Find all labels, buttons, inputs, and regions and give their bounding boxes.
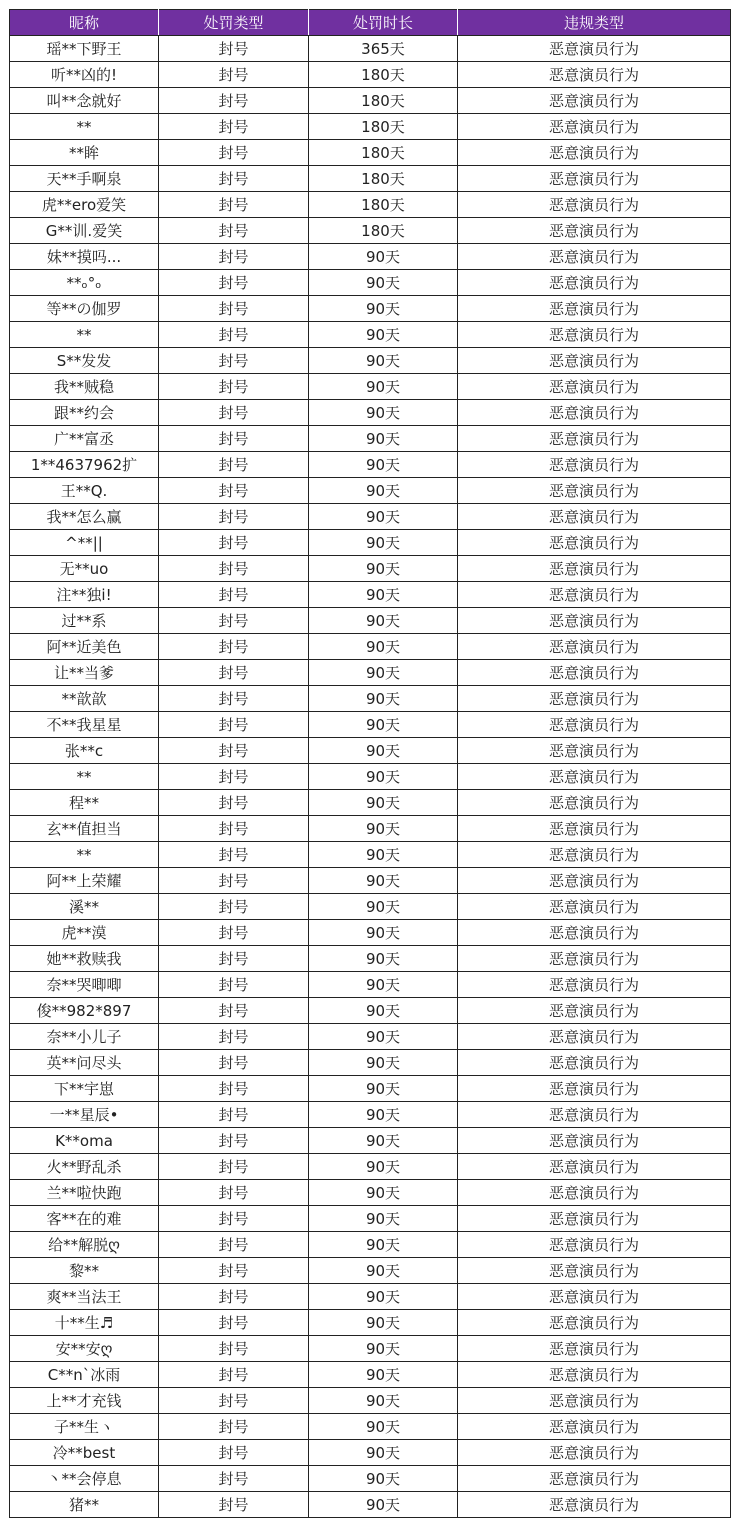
cell-penalty-duration: 180天 [309, 192, 458, 218]
table-row [10, 712, 731, 738]
cell-penalty-type: 封号 [159, 868, 309, 894]
cell-violation-type: 恶意演员行为 [458, 738, 731, 764]
table-row [10, 686, 731, 712]
cell-penalty-duration: 90天 [309, 1024, 458, 1050]
cell-penalty-type: 封号 [159, 426, 309, 452]
cell-penalty-duration: 90天 [309, 972, 458, 998]
cell-nickname: 让**当爹 [10, 660, 159, 686]
cell-penalty-duration: 90天 [309, 1258, 458, 1284]
cell-penalty-duration: 90天 [309, 738, 458, 764]
cell-nickname: 奈**哭唧唧 [10, 972, 159, 998]
cell-violation-type: 恶意演员行为 [458, 894, 731, 920]
table-row [10, 608, 731, 634]
cell-penalty-type: 封号 [159, 1284, 309, 1310]
cell-penalty-type: 封号 [159, 790, 309, 816]
cell-penalty-type: 封号 [159, 166, 309, 192]
cell-violation-type: 恶意演员行为 [458, 504, 731, 530]
cell-nickname: 阿**近美色 [10, 634, 159, 660]
table-row [10, 1154, 731, 1180]
cell-penalty-duration: 90天 [309, 1076, 458, 1102]
cell-penalty-type: 封号 [159, 1440, 309, 1466]
table-row [10, 868, 731, 894]
cell-violation-type: 恶意演员行为 [458, 868, 731, 894]
cell-penalty-type: 封号 [159, 530, 309, 556]
cell-violation-type: 恶意演员行为 [458, 1102, 731, 1128]
table-row [10, 270, 731, 296]
table-row [10, 556, 731, 582]
table-row [10, 660, 731, 686]
cell-penalty-type: 封号 [159, 192, 309, 218]
cell-penalty-type: 封号 [159, 88, 309, 114]
cell-nickname: 无**uo [10, 556, 159, 582]
cell-penalty-duration: 90天 [309, 712, 458, 738]
cell-penalty-duration: 90天 [309, 868, 458, 894]
cell-penalty-type: 封号 [159, 62, 309, 88]
cell-violation-type: 恶意演员行为 [458, 972, 731, 998]
cell-nickname: 天**手啊泉 [10, 166, 159, 192]
cell-violation-type: 恶意演员行为 [458, 1310, 731, 1336]
cell-penalty-type: 封号 [159, 712, 309, 738]
cell-nickname: 叫**念就好 [10, 88, 159, 114]
cell-penalty-duration: 90天 [309, 296, 458, 322]
cell-violation-type: 恶意演员行为 [458, 686, 731, 712]
cell-violation-type: 恶意演员行为 [458, 36, 731, 62]
cell-nickname: 跟**约会 [10, 400, 159, 426]
table-row [10, 764, 731, 790]
cell-nickname: 王**Q. [10, 478, 159, 504]
cell-nickname: 注**独i! [10, 582, 159, 608]
cell-penalty-type: 封号 [159, 842, 309, 868]
cell-nickname: ** [10, 842, 159, 868]
cell-nickname: 张**c [10, 738, 159, 764]
cell-violation-type: 恶意演员行为 [458, 218, 731, 244]
cell-nickname: 客**在的难 [10, 1206, 159, 1232]
cell-penalty-duration: 90天 [309, 790, 458, 816]
cell-penalty-type: 封号 [159, 582, 309, 608]
table-row [10, 1466, 731, 1492]
cell-penalty-duration: 180天 [309, 166, 458, 192]
cell-penalty-duration: 90天 [309, 1102, 458, 1128]
cell-nickname: C**n`冰雨 [10, 1362, 159, 1388]
cell-penalty-type: 封号 [159, 608, 309, 634]
cell-nickname: 溪** [10, 894, 159, 920]
cell-penalty-duration: 90天 [309, 1362, 458, 1388]
cell-penalty-type: 封号 [159, 452, 309, 478]
cell-penalty-duration: 90天 [309, 998, 458, 1024]
table-row [10, 1284, 731, 1310]
cell-nickname: 下**宇崽 [10, 1076, 159, 1102]
cell-penalty-type: 封号 [159, 1180, 309, 1206]
cell-penalty-type: 封号 [159, 1024, 309, 1050]
cell-penalty-duration: 90天 [309, 1206, 458, 1232]
cell-nickname: 等**の伽罗 [10, 296, 159, 322]
table-row [10, 400, 731, 426]
cell-penalty-duration: 90天 [309, 478, 458, 504]
cell-nickname: 给**解脱ღ [10, 1232, 159, 1258]
cell-nickname: 虎**漠 [10, 920, 159, 946]
cell-violation-type: 恶意演员行为 [458, 764, 731, 790]
cell-violation-type: 恶意演员行为 [458, 296, 731, 322]
cell-nickname: 玄**值担当 [10, 816, 159, 842]
cell-penalty-type: 封号 [159, 738, 309, 764]
cell-penalty-duration: 90天 [309, 348, 458, 374]
cell-violation-type: 恶意演员行为 [458, 816, 731, 842]
table-row [10, 1102, 731, 1128]
cell-nickname: 兰**啦快跑 [10, 1180, 159, 1206]
cell-penalty-duration: 90天 [309, 556, 458, 582]
cell-nickname: S**发发 [10, 348, 159, 374]
cell-violation-type: 恶意演员行为 [458, 1336, 731, 1362]
cell-penalty-type: 封号 [159, 556, 309, 582]
cell-penalty-type: 封号 [159, 348, 309, 374]
cell-penalty-type: 封号 [159, 1050, 309, 1076]
penalty-table-container [9, 9, 730, 1518]
cell-penalty-type: 封号 [159, 244, 309, 270]
penalty-table [9, 9, 731, 1518]
cell-violation-type: 恶意演员行为 [458, 1050, 731, 1076]
cell-penalty-duration: 90天 [309, 1154, 458, 1180]
cell-violation-type: 恶意演员行为 [458, 1258, 731, 1284]
cell-violation-type: 恶意演员行为 [458, 530, 731, 556]
cell-nickname: 1**4637962扩 [10, 452, 159, 478]
cell-penalty-duration: 90天 [309, 1310, 458, 1336]
cell-penalty-type: 封号 [159, 686, 309, 712]
cell-nickname: ** [10, 114, 159, 140]
cell-penalty-duration: 90天 [309, 686, 458, 712]
table-row [10, 582, 731, 608]
cell-nickname: 猪** [10, 1492, 159, 1518]
cell-violation-type: 恶意演员行为 [458, 322, 731, 348]
cell-violation-type: 恶意演员行为 [458, 1284, 731, 1310]
table-row [10, 530, 731, 556]
table-row [10, 140, 731, 166]
cell-penalty-type: 封号 [159, 894, 309, 920]
cell-nickname: 黎** [10, 1258, 159, 1284]
cell-penalty-duration: 90天 [309, 660, 458, 686]
table-row [10, 738, 731, 764]
cell-penalty-duration: 90天 [309, 946, 458, 972]
cell-violation-type: 恶意演员行为 [458, 62, 731, 88]
cell-nickname: 不**我星星 [10, 712, 159, 738]
table-row [10, 1492, 731, 1518]
cell-nickname: 她**救赎我 [10, 946, 159, 972]
cell-penalty-duration: 90天 [309, 452, 458, 478]
cell-penalty-type: 封号 [159, 1076, 309, 1102]
cell-nickname: 上**才充钱 [10, 1388, 159, 1414]
table-row [10, 88, 731, 114]
table-row [10, 1024, 731, 1050]
cell-violation-type: 恶意演员行为 [458, 608, 731, 634]
cell-penalty-type: 封号 [159, 660, 309, 686]
cell-penalty-type: 封号 [159, 504, 309, 530]
table-row [10, 452, 731, 478]
cell-penalty-duration: 90天 [309, 270, 458, 296]
cell-penalty-duration: 180天 [309, 140, 458, 166]
cell-penalty-type: 封号 [159, 816, 309, 842]
cell-violation-type: 恶意演员行为 [458, 244, 731, 270]
cell-nickname: 英**问尽头 [10, 1050, 159, 1076]
cell-nickname: 听**凶的! [10, 62, 159, 88]
cell-penalty-duration: 90天 [309, 634, 458, 660]
table-row [10, 1388, 731, 1414]
cell-penalty-duration: 365天 [309, 36, 458, 62]
cell-violation-type: 恶意演员行为 [458, 1232, 731, 1258]
cell-nickname: 一**星辰• [10, 1102, 159, 1128]
cell-penalty-type: 封号 [159, 972, 309, 998]
table-row [10, 1076, 731, 1102]
table-row [10, 920, 731, 946]
cell-penalty-type: 封号 [159, 374, 309, 400]
cell-nickname: 阿**上荣耀 [10, 868, 159, 894]
table-row [10, 244, 731, 270]
cell-violation-type: 恶意演员行为 [458, 374, 731, 400]
cell-violation-type: 恶意演员行为 [458, 270, 731, 296]
cell-nickname: 瑶**下野王 [10, 36, 159, 62]
cell-penalty-duration: 90天 [309, 842, 458, 868]
cell-nickname: **ₒ°ₒ [10, 270, 159, 296]
cell-penalty-type: 封号 [159, 998, 309, 1024]
cell-penalty-type: 封号 [159, 478, 309, 504]
table-row [10, 1362, 731, 1388]
cell-penalty-type: 封号 [159, 1466, 309, 1492]
cell-penalty-type: 封号 [159, 36, 309, 62]
cell-nickname: ** [10, 322, 159, 348]
table-row [10, 998, 731, 1024]
cell-penalty-duration: 90天 [309, 400, 458, 426]
table-row [10, 946, 731, 972]
table-row [10, 1310, 731, 1336]
cell-penalty-type: 封号 [159, 1206, 309, 1232]
table-row [10, 62, 731, 88]
cell-violation-type: 恶意演员行为 [458, 400, 731, 426]
table-body [10, 36, 731, 1518]
header-violation-type: 违规类型 [458, 10, 731, 36]
cell-violation-type: 恶意演员行为 [458, 1206, 731, 1232]
cell-penalty-duration: 90天 [309, 530, 458, 556]
cell-violation-type: 恶意演员行为 [458, 1414, 731, 1440]
cell-violation-type: 恶意演员行为 [458, 1024, 731, 1050]
cell-nickname: **眸 [10, 140, 159, 166]
table-row [10, 218, 731, 244]
table-row [10, 192, 731, 218]
cell-penalty-type: 封号 [159, 218, 309, 244]
cell-penalty-duration: 90天 [309, 1440, 458, 1466]
cell-penalty-type: 封号 [159, 1232, 309, 1258]
cell-violation-type: 恶意演员行为 [458, 114, 731, 140]
cell-nickname: 程** [10, 790, 159, 816]
cell-violation-type: 恶意演员行为 [458, 946, 731, 972]
cell-nickname: 过**系 [10, 608, 159, 634]
table-row [10, 1180, 731, 1206]
header-nickname: 昵称 [10, 10, 159, 36]
cell-penalty-duration: 90天 [309, 894, 458, 920]
cell-penalty-duration: 90天 [309, 816, 458, 842]
cell-penalty-type: 封号 [159, 920, 309, 946]
cell-violation-type: 恶意演员行为 [458, 478, 731, 504]
table-row [10, 1232, 731, 1258]
cell-penalty-duration: 90天 [309, 1414, 458, 1440]
table-row [10, 36, 731, 62]
cell-violation-type: 恶意演员行为 [458, 1492, 731, 1518]
table-row [10, 790, 731, 816]
cell-penalty-duration: 90天 [309, 1466, 458, 1492]
cell-violation-type: 恶意演员行为 [458, 140, 731, 166]
cell-violation-type: 恶意演员行为 [458, 1076, 731, 1102]
table-row [10, 426, 731, 452]
header-penalty-duration: 处罚时长 [309, 10, 458, 36]
table-row [10, 114, 731, 140]
cell-penalty-duration: 90天 [309, 764, 458, 790]
cell-penalty-type: 封号 [159, 1414, 309, 1440]
cell-penalty-duration: 180天 [309, 114, 458, 140]
cell-violation-type: 恶意演员行为 [458, 1388, 731, 1414]
cell-nickname: 广**富丞 [10, 426, 159, 452]
cell-penalty-duration: 90天 [309, 1180, 458, 1206]
cell-penalty-type: 封号 [159, 1492, 309, 1518]
cell-nickname: 我**贼稳 [10, 374, 159, 400]
cell-penalty-duration: 90天 [309, 1492, 458, 1518]
table-header [10, 10, 731, 36]
table-row [10, 504, 731, 530]
cell-penalty-duration: 90天 [309, 1336, 458, 1362]
cell-penalty-duration: 90天 [309, 244, 458, 270]
cell-penalty-duration: 90天 [309, 1050, 458, 1076]
cell-nickname: 爽**当法王 [10, 1284, 159, 1310]
cell-violation-type: 恶意演员行为 [458, 1440, 731, 1466]
table-row [10, 478, 731, 504]
cell-violation-type: 恶意演员行为 [458, 582, 731, 608]
cell-penalty-duration: 180天 [309, 218, 458, 244]
table-row [10, 374, 731, 400]
cell-violation-type: 恶意演员行为 [458, 998, 731, 1024]
cell-penalty-type: 封号 [159, 1154, 309, 1180]
cell-penalty-duration: 90天 [309, 1128, 458, 1154]
cell-penalty-type: 封号 [159, 1258, 309, 1284]
cell-violation-type: 恶意演员行为 [458, 790, 731, 816]
table-row [10, 894, 731, 920]
cell-penalty-duration: 90天 [309, 608, 458, 634]
table-row [10, 842, 731, 868]
table-row [10, 1206, 731, 1232]
table-row [10, 1440, 731, 1466]
cell-penalty-duration: 90天 [309, 1284, 458, 1310]
cell-nickname: 丶**会停息 [10, 1466, 159, 1492]
cell-penalty-duration: 90天 [309, 920, 458, 946]
cell-nickname: 火**野乱杀 [10, 1154, 159, 1180]
table-row [10, 816, 731, 842]
cell-penalty-type: 封号 [159, 764, 309, 790]
table-row [10, 1050, 731, 1076]
cell-nickname: 俊**982*897 [10, 998, 159, 1024]
cell-penalty-duration: 90天 [309, 504, 458, 530]
cell-penalty-type: 封号 [159, 1336, 309, 1362]
cell-violation-type: 恶意演员行为 [458, 1128, 731, 1154]
cell-violation-type: 恶意演员行为 [458, 1180, 731, 1206]
cell-nickname: 十**生♬ [10, 1310, 159, 1336]
cell-nickname: **歆歆 [10, 686, 159, 712]
cell-nickname: 虎**ero爱笑 [10, 192, 159, 218]
cell-penalty-type: 封号 [159, 1362, 309, 1388]
cell-violation-type: 恶意演员行为 [458, 1362, 731, 1388]
cell-penalty-duration: 90天 [309, 322, 458, 348]
table-row [10, 1128, 731, 1154]
cell-penalty-type: 封号 [159, 140, 309, 166]
cell-violation-type: 恶意演员行为 [458, 634, 731, 660]
cell-nickname: ** [10, 764, 159, 790]
table-row [10, 634, 731, 660]
cell-violation-type: 恶意演员行为 [458, 192, 731, 218]
header-penalty-type: 处罚类型 [159, 10, 309, 36]
cell-nickname: K**oma [10, 1128, 159, 1154]
cell-violation-type: 恶意演员行为 [458, 88, 731, 114]
cell-violation-type: 恶意演员行为 [458, 660, 731, 686]
cell-penalty-type: 封号 [159, 296, 309, 322]
cell-violation-type: 恶意演员行为 [458, 920, 731, 946]
cell-penalty-duration: 90天 [309, 582, 458, 608]
cell-violation-type: 恶意演员行为 [458, 1154, 731, 1180]
cell-violation-type: 恶意演员行为 [458, 712, 731, 738]
table-row [10, 1414, 731, 1440]
cell-penalty-duration: 90天 [309, 426, 458, 452]
cell-penalty-type: 封号 [159, 1102, 309, 1128]
cell-nickname: ^**|| [10, 530, 159, 556]
cell-violation-type: 恶意演员行为 [458, 842, 731, 868]
cell-nickname: 奈**小儿子 [10, 1024, 159, 1050]
table-row [10, 166, 731, 192]
cell-penalty-type: 封号 [159, 114, 309, 140]
cell-penalty-duration: 90天 [309, 1388, 458, 1414]
cell-violation-type: 恶意演员行为 [458, 452, 731, 478]
table-row [10, 322, 731, 348]
cell-penalty-type: 封号 [159, 634, 309, 660]
table-row [10, 972, 731, 998]
cell-penalty-type: 封号 [159, 1310, 309, 1336]
cell-penalty-duration: 90天 [309, 374, 458, 400]
cell-penalty-duration: 180天 [309, 62, 458, 88]
cell-violation-type: 恶意演员行为 [458, 348, 731, 374]
cell-penalty-duration: 90天 [309, 1232, 458, 1258]
cell-penalty-type: 封号 [159, 946, 309, 972]
header-row [10, 10, 731, 36]
table-row [10, 1336, 731, 1362]
cell-penalty-type: 封号 [159, 1128, 309, 1154]
cell-violation-type: 恶意演员行为 [458, 166, 731, 192]
cell-nickname: 安**安ღ [10, 1336, 159, 1362]
cell-violation-type: 恶意演员行为 [458, 556, 731, 582]
cell-nickname: G**训.爱笑 [10, 218, 159, 244]
cell-nickname: 子**生ヽ [10, 1414, 159, 1440]
cell-nickname: 冷**best [10, 1440, 159, 1466]
cell-penalty-type: 封号 [159, 1388, 309, 1414]
table-row [10, 296, 731, 322]
cell-penalty-type: 封号 [159, 322, 309, 348]
cell-violation-type: 恶意演员行为 [458, 1466, 731, 1492]
cell-penalty-duration: 180天 [309, 88, 458, 114]
cell-violation-type: 恶意演员行为 [458, 426, 731, 452]
cell-nickname: 妹**摸吗... [10, 244, 159, 270]
cell-penalty-type: 封号 [159, 270, 309, 296]
cell-penalty-type: 封号 [159, 400, 309, 426]
cell-nickname: 我**怎么赢 [10, 504, 159, 530]
table-row [10, 1258, 731, 1284]
table-row [10, 348, 731, 374]
